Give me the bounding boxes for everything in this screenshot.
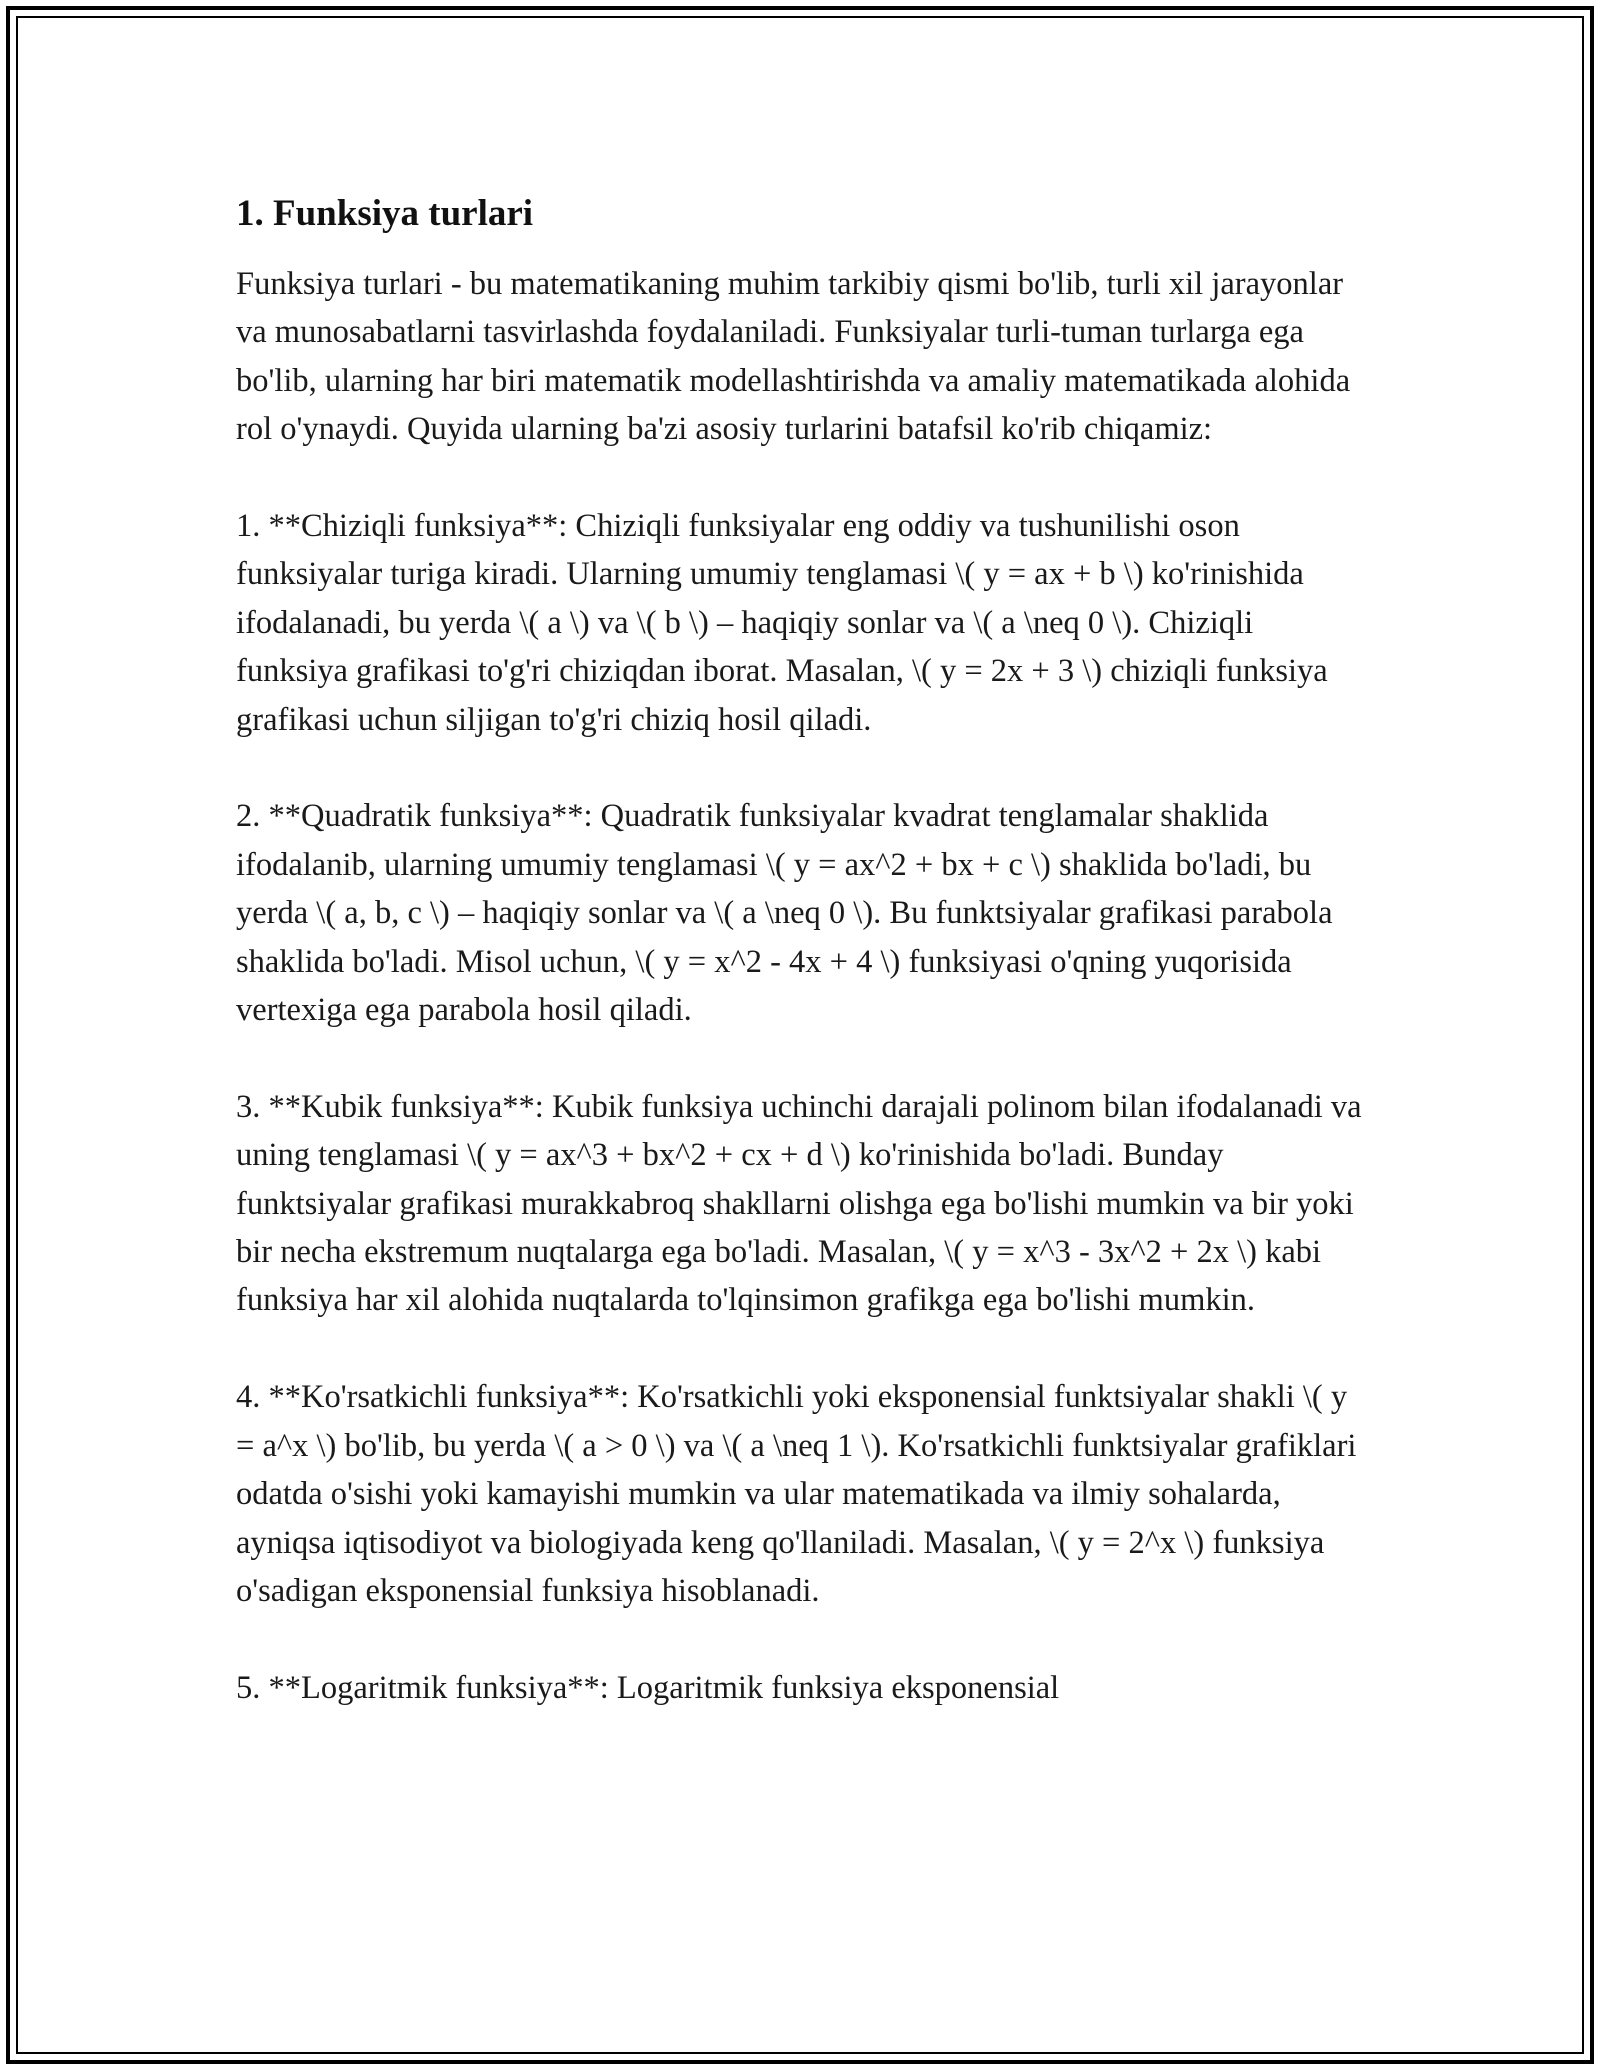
paragraph-logarithmic-function: 5. **Logaritmik funksiya**: Logaritmik funksiya eksponensial [236,1669,1060,1706]
section-heading: 1. Funksiya turlari [236,193,534,234]
paragraph-quadratic-function: 2. **Quadratik funksiya**: Quadratik funksiyalar kvadrat tenglamalar shaklida ifodalanib, ularning umumiy tenglamasi \( y = ax^2 + bx + c \) shaklida bo'ladi, bu yerda \( a, b, c \) – haqiqiy sonlar va \( a \neq 0 \). Bu funktsiyalar grafikasi parabola shaklida bo'ladi. Misol uchun, \( y = x^2 - 4x + 4 \) funksiyasi o'qning yuqorisida vertexiga ega parabola hosil qiladi. [236,798,1333,1029]
paragraph-exponential-function: 4. **Ko'rsatkichli funksiya**: Ko'rsatkichli yoki eksponensial funktsiyalar shakli \( y = a^x \) bo'lib, bu yerda \( a > 0 \) va \( a \neq 1 \). Ko'rsatkichli funktsiyalar grafiklari odatda o'sishi yoki kamayishi mumkin va ular matematikada va ilmiy sohalarda, ayniqsa iqtisodiyot va biologiyada keng qo'llaniladi. Masalan, \( y = 2^x \) funksiya o'sadigan eksponensial funksiya hisoblanadi. [236,1379,1357,1609]
paragraph-cubic-function: 3. **Kubik funksiya**: Kubik funksiya uchinchi darajali polinom bilan ifodalanadi va uning tenglamasi \( y = ax^3 + bx^2 + cx + d \) ko'rinishida bo'ladi. Bunday funktsiyalar grafikasi murakkabroq shakllarni olishga ega bo'lishi mumkin va bir yoki bir necha ekstremum nuqtalarga ega bo'ladi. Masalan, \( y = x^3 - 3x^2 + 2x \) kabi funksiya har xil alohida nuqtalarda to'lqinsimon grafikga ega bo'lishi mumkin. [236,1088,1362,1319]
intro-paragraph: Funksiya turlari - bu matematikaning muhim tarkibiy qismi bo'lib, turli xil jarayonlar va munosabatlarni tasvirlashda foydalaniladi. Funksiyalar turli-tuman turlarga ega bo'lib, ularning har biri matematik modellashtirishda va amaliy matematikada alohida rol o'ynaydi. Quyida ularning ba'zi asosiy turlarini batafsil ko'rib chiqamiz: [236,266,1351,448]
document-body [236,186,1366,1712]
paragraph-linear-function: 1. **Chiziqli funksiya**: Chiziqli funksiyalar eng oddiy va tushunilishi oson funksiyalar turiga kiradi. Ularning umumiy tenglamasi \( y = ax + b \) ko'rinishida ifodalanadi, bu yerda \( a \) va \( b \) – haqiqiy sonlar va \( a \neq 0 \). Chiziqli funksiya grafikasi to'g'ri chiziqdan iborat. Masalan, \( y = 2x + 3 \) chiziqli funksiya grafikasi uchun siljigan to'g'ri chiziq hosil qiladi. [236,508,1328,738]
